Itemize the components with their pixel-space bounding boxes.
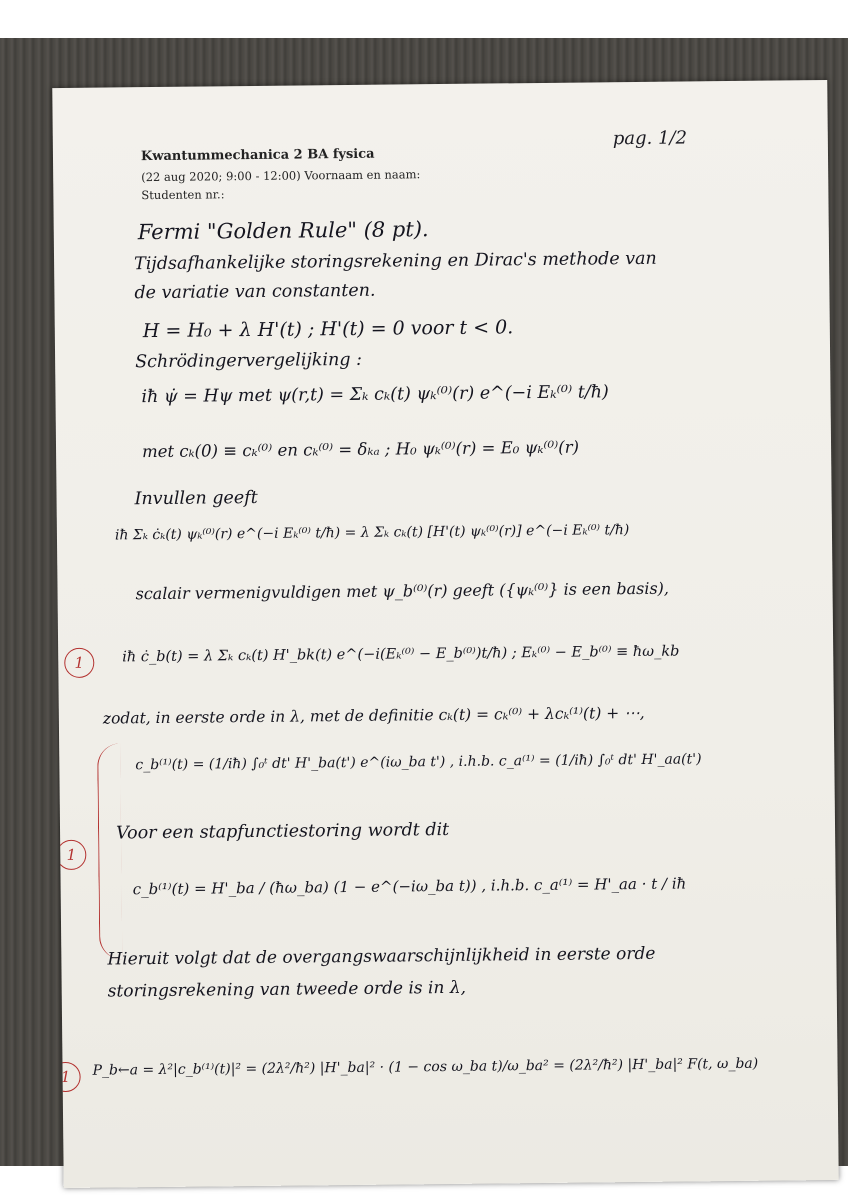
- first-order-line: zodat, in eerste orde in λ, met de definitie cₖ(t) = cₖ⁽⁰⁾ + λcₖ⁽¹⁾(t) + ⋯,: [102, 703, 645, 728]
- schrodinger-label: Schrödingervergelijking :: [135, 349, 363, 373]
- scalar-product-line: scalair vermenigvuldigen met ψ_b⁽⁰⁾(r) geeft ({ψₖ⁽⁰⁾} is een basis),: [135, 578, 670, 604]
- score-mark-3: 1: [52, 1062, 81, 1092]
- grading-brace: [97, 743, 122, 959]
- coefficient-equation: iħ ċ_b(t) = λ Σₖ cₖ(t) H'_bk(t) e^(−i(Eₖ⁽⁰⁾ − E_b⁽⁰⁾)t/ħ) ; Eₖ⁽⁰⁾ − E_b⁽⁰⁾ ≡ ħω_kb: [122, 643, 680, 666]
- probability-formula: P_b←a = λ²|c_b⁽¹⁾(t)|² = (2λ²/ħ²) |H'_ba|² · (1 − cos ω_ba t)/ω_ba² = (2λ²/ħ²) |H'_ba|² F(t, ω_ba): [92, 1055, 759, 1079]
- handwritten-line-1: Tijdsafhankelijke storingsrekening en Dirac's methode van: [134, 248, 657, 275]
- photo-background: [0, 38, 848, 1166]
- score-mark-2: 1: [56, 840, 86, 870]
- score-mark-1: 1: [64, 648, 94, 678]
- step-function-result: c_b⁽¹⁾(t) = H'_ba / (ħω_ba) (1 − e^(−iω_ba t)) , i.h.b. c_a⁽¹⁾ = H'_aa · t / iħ: [132, 874, 687, 899]
- exam-sheet: [52, 80, 838, 1188]
- invullen-geeft: Invullen geeft: [134, 487, 258, 510]
- initial-condition-line: met cₖ(0) ≡ cₖ⁽⁰⁾ en cₖ⁽⁰⁾ = δₖₐ ; H₀ ψₖ⁽⁰⁾(r) = E₀ ψₖ⁽⁰⁾(r): [141, 437, 580, 462]
- step-function-line: Voor een stapfunctiestoring wordt dit: [115, 819, 450, 844]
- date-line: (22 aug 2020; 9:00 - 12:00) Voornaam en naam:: [141, 167, 421, 185]
- handwritten-line-2: de variatie van constanten.: [134, 280, 376, 304]
- hamiltonian-line: H = H₀ + λ H'(t) ; H'(t) = 0 voor t < 0.: [142, 316, 514, 343]
- course-title: Kwantummechanica 2 BA fysica: [140, 146, 375, 165]
- transition-probability-line-1: Hieruit volgt dat de overgangswaarschijnlijkheid in eerste orde: [107, 943, 656, 970]
- page-number: pag. 1/2: [612, 127, 688, 150]
- transition-probability-line-2: storingsrekening van tweede orde is in λ,: [107, 977, 467, 1002]
- printed-header: [141, 145, 542, 206]
- student-number-line: Studenten nr.:: [141, 187, 225, 203]
- first-order-integral: c_b⁽¹⁾(t) = (1/iħ) ∫₀ᵗ dt' H'_ba(t') e^(iω_ba t') , i.h.b. c_a⁽¹⁾ = (1/iħ) ∫₀ᵗ dt' H'_aa(t'): [135, 751, 702, 774]
- schrodinger-equation: iħ ψ̇ = Hψ met ψ(r,t) = Σₖ cₖ(t) ψₖ⁽⁰⁾(r) e^(−i Eₖ⁽⁰⁾ t/ħ): [141, 382, 609, 408]
- problem-title: Fermi "Golden Rule" (8 pt).: [137, 217, 429, 245]
- substituted-equation: iħ Σₖ ċₖ(t) ψₖ⁽⁰⁾(r) e^(−i Eₖ⁽⁰⁾ t/ħ) = λ Σₖ cₖ(t) [H'(t) ψₖ⁽⁰⁾(r)] e^(−i Eₖ⁽⁰⁾ t/ħ): [114, 522, 630, 544]
